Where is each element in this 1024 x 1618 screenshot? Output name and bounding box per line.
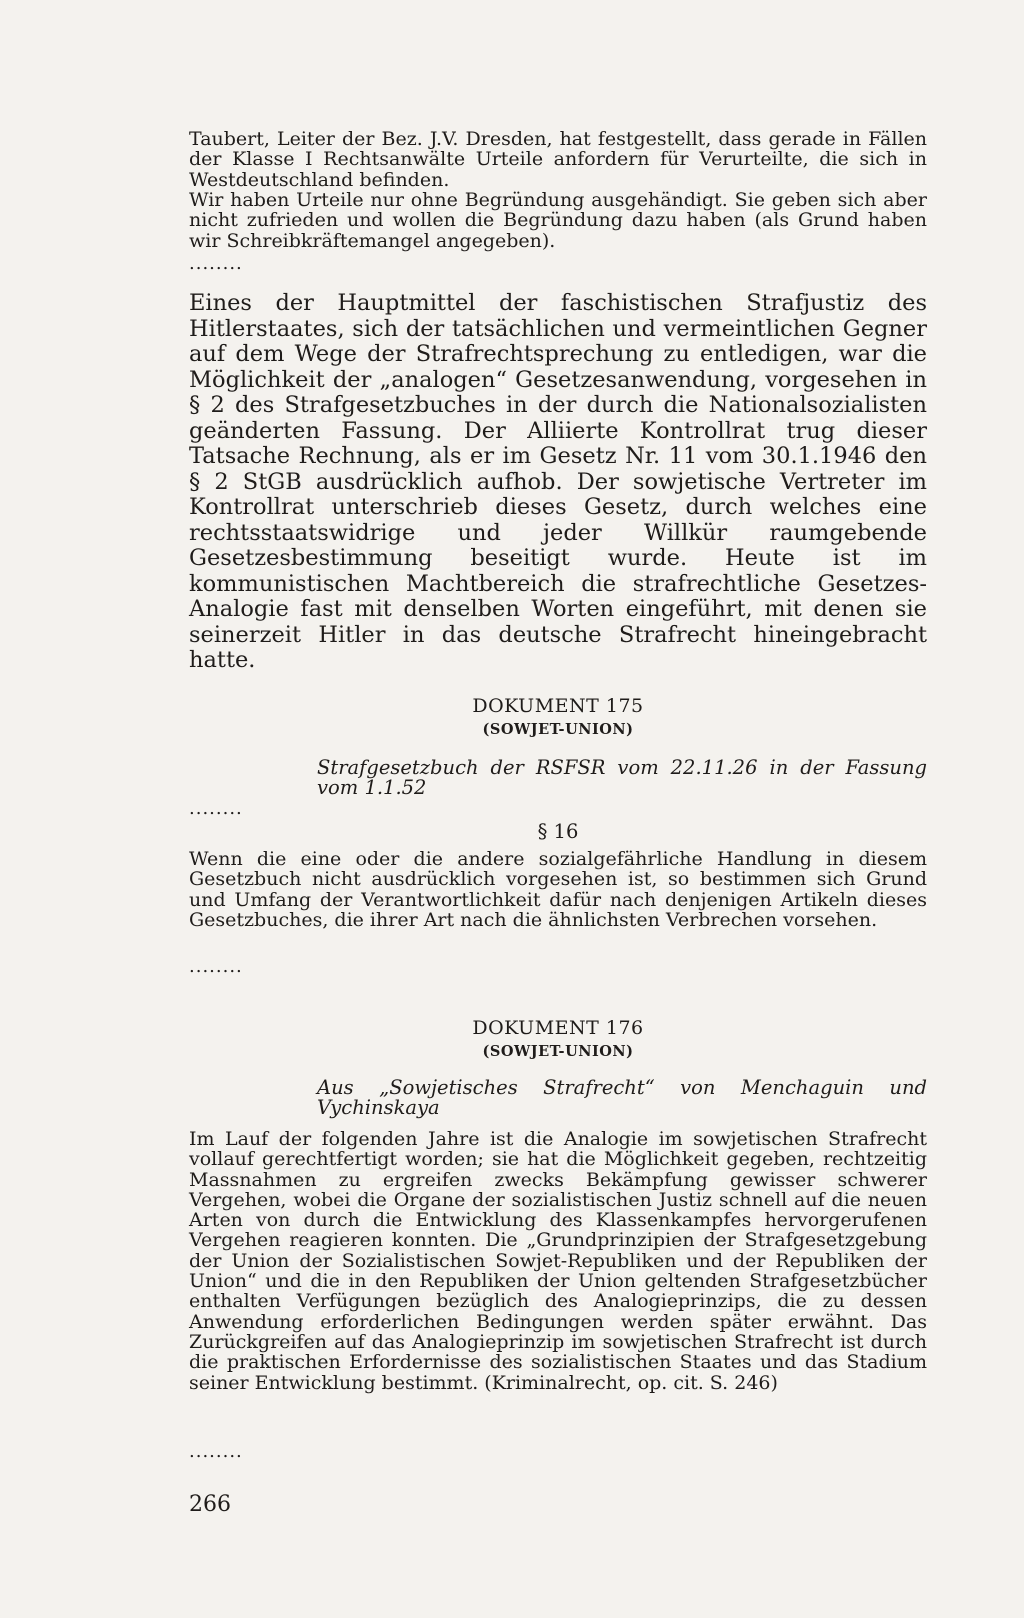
commentary-paragraph: Eines der Hauptmittel der faschistischen Strafjustiz des Hitlerstaates, sich der tatsächlichen und vermeintlichen Gegner auf dem Wege der Strafrechtsprechung zu entledigen, war die Möglichkeit der „analogen“ Gesetzesanwendung, vorgesehen in § 2 des Strafgesetzbuches in der durch die Nationalsozialisten geänderten Fassung. Der Alliierte Kontrollrat trug dieser Tatsache Rechnung, als er im Gesetz Nr. 11 vom 30.1.1946 den § 2 StGB ausdrücklich aufhob. Der sowjetische Vertreter im Kontrollrat unterschrieb dieses Gesetz, durch welches eine rechtsstaatswidrige und jeder Willkür raumgebende Gesetzesbestimmung beseitigt wurde. Heute ist im kommunistischen Machtbereich die strafrechtliche Gesetzes-Analogie fast mit denselben Worten eingeführt, mit denen sie seinerzeit Hitler in das deutsche Strafrecht hineingebracht hatte. xyxy=(189,290,927,673)
intro-paragraph: Taubert, Leiter der Bez. J.V. Dresden, hat festgestellt, dass gerade in Fällen der Klasse I Rechtsanwälte Urteile anfordern für Verurteilte, die sich in Westdeutschland befinden. xyxy=(189,128,927,191)
ellipsis-4: ........ xyxy=(189,1441,243,1462)
page-number: 266 xyxy=(189,1492,231,1517)
doc176-heading: DOKUMENT 176 xyxy=(472,1017,644,1039)
doc175-text: Wenn die eine oder die andere sozialgefährliche Handlung in diesem Gesetzbuch nicht ausdrücklich vorgesehen ist, so bestimmen sich Grund und Umfang der Verantwortlichkeit dafür nach denjenigen Artikeln dieses Gesetzbuches, die ihrer Art nach die ähnlichsten Verbrechen vorsehen. xyxy=(189,848,927,931)
doc175-paragraph-sign: § 16 xyxy=(537,820,579,843)
doc176-origin: (SOWJET-UNION) xyxy=(482,1043,634,1060)
intro-paragraph-2: Wir haben Urteile nur ohne Begründung ausgehändigt. Sie geben sich aber nicht zufrieden und wollen die Begründung dazu haben (als Grund haben wir Schreibkräftemangel angegeben). xyxy=(189,189,927,252)
doc176-source: Aus „Sowjetisches Strafrecht“ von Menchaguin und Vychinskaya xyxy=(317,1076,927,1119)
doc176-text: Im Lauf der folgenden Jahre ist die Analogie im sowjetischen Strafrecht vollauf gerechtfertigt worden; sie hat die Möglichkeit gegeben, rechtzeitig Massnahmen zu ergreifen zwecks Bekämpfung gewisser schwerer Vergehen, wobei die Organe der sozialistischen Justiz schnell auf die neuen Arten von durch die Entwicklung des Klassenkampfes hervorgerufenen Vergehen reagieren konnten. Die „Grundprinzipien der Strafgesetzgebung der Union der Sozialistischen Sowjet-Republiken und der Republiken der Union“ und die in den Republiken der Union geltenden Strafgesetzbücher enthalten Verfügungen bezüglich des Analogieprinzips, die zu dessen Anwendung erforderlichen Bedingungen werden später erwähnt. Das Zurückgreifen auf das Analogieprinzip im sowjetischen Strafrecht ist durch die praktischen Erfordernisse des sozialistischen Staates und das Stadium seiner Entwicklung bestimmt. (Kriminalrecht, op. cit. S. 246) xyxy=(189,1128,927,1394)
ellipsis-1: ........ xyxy=(189,253,243,274)
ellipsis-2: ........ xyxy=(189,798,243,819)
doc175-origin: (SOWJET-UNION) xyxy=(482,721,634,738)
doc175-heading: DOKUMENT 175 xyxy=(472,695,644,717)
doc175-source: Strafgesetzbuch der RSFSR vom 22.11.26 in der Fassung vom 1.1.52 xyxy=(317,756,927,799)
ellipsis-3: ........ xyxy=(189,956,243,977)
